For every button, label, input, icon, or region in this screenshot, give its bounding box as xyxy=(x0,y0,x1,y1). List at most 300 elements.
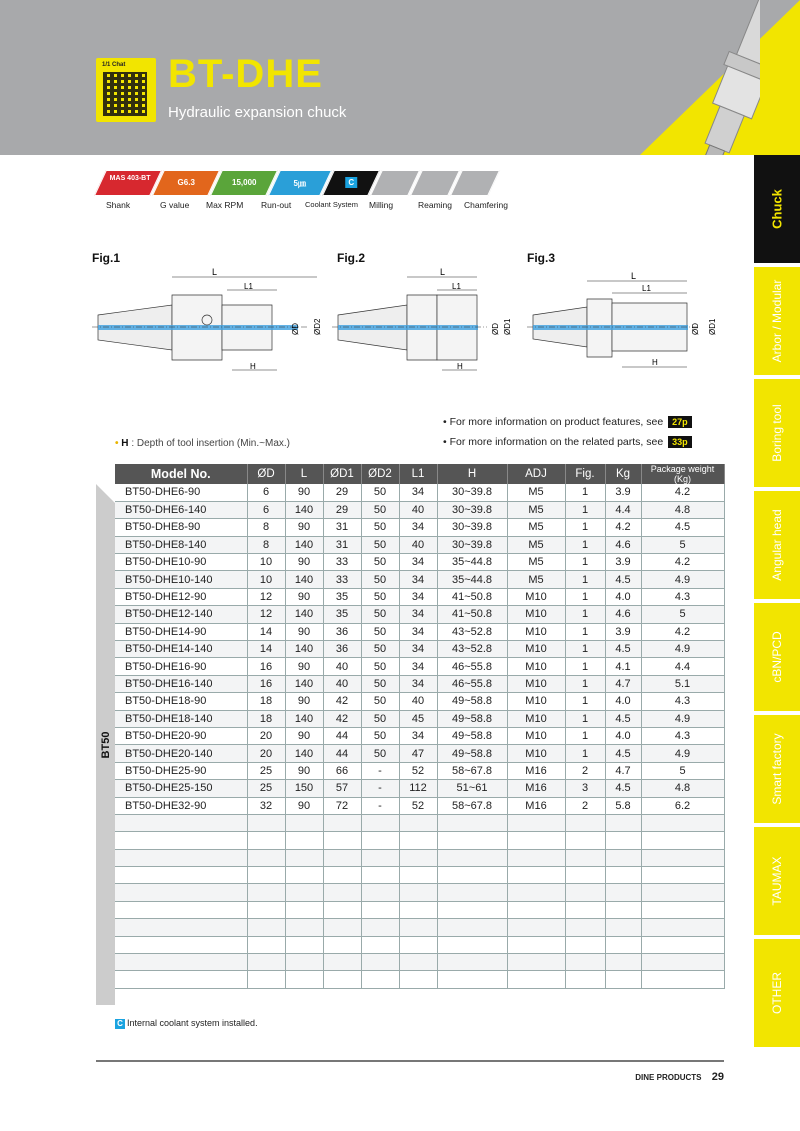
table-cell: 6.2 xyxy=(641,797,724,814)
side-tab-taumax[interactable] xyxy=(754,827,800,937)
table-cell: 4.5 xyxy=(605,745,641,762)
table-cell xyxy=(285,849,323,866)
table-cell: 1 xyxy=(565,623,605,640)
table-cell: 35~44.8 xyxy=(437,554,507,571)
table-cell: M10 xyxy=(507,727,565,744)
table-cell xyxy=(605,867,641,884)
table-cell xyxy=(361,832,399,849)
table-cell: 45 xyxy=(399,710,437,727)
table-cell: 50 xyxy=(361,727,399,744)
col-fig: Fig. xyxy=(565,464,605,484)
spec-label-runout: Run-out xyxy=(261,200,292,210)
table-row xyxy=(115,936,724,953)
table-cell xyxy=(285,884,323,901)
table-cell xyxy=(285,971,323,988)
table-cell xyxy=(323,884,361,901)
table-cell: M10 xyxy=(507,745,565,762)
table-cell xyxy=(437,814,507,831)
table-cell xyxy=(507,936,565,953)
table-cell: 4.2 xyxy=(641,554,724,571)
table-cell: 46~55.8 xyxy=(437,658,507,675)
spec-label-shank: Shank xyxy=(106,200,131,210)
table-cell: 90 xyxy=(285,484,323,501)
group-band xyxy=(96,484,115,1005)
model-cell: BT50-DHE10-90 xyxy=(115,554,247,571)
side-tab-chuck[interactable] xyxy=(754,155,800,265)
model-cell xyxy=(115,901,247,918)
features-note-text: • For more information on product features, see xyxy=(443,416,664,428)
table-cell: - xyxy=(361,762,399,779)
table-cell: 1 xyxy=(565,588,605,605)
table-cell: 10 xyxy=(247,571,285,588)
table-cell: M10 xyxy=(507,693,565,710)
model-cell: BT50-DHE20-90 xyxy=(115,727,247,744)
table-cell xyxy=(361,919,399,936)
table-cell: 44 xyxy=(323,727,361,744)
table-cell xyxy=(437,919,507,936)
side-tab-angular-head[interactable] xyxy=(754,491,800,601)
table-row xyxy=(115,780,724,797)
related-page-link[interactable]: 33p xyxy=(668,436,692,448)
model-cell xyxy=(115,849,247,866)
side-tab-label: cBN/PCD xyxy=(770,631,784,683)
table-cell: M10 xyxy=(507,606,565,623)
table-cell: 42 xyxy=(323,710,361,727)
model-cell: BT50-DHE10-140 xyxy=(115,571,247,588)
table-cell xyxy=(605,936,641,953)
page-title: BT-DHE xyxy=(168,52,323,96)
table-cell: 1 xyxy=(565,693,605,710)
table-cell xyxy=(605,814,641,831)
table-cell: 1 xyxy=(565,606,605,623)
table-cell: 49~58.8 xyxy=(437,745,507,762)
table-cell xyxy=(641,954,724,971)
table-cell: 90 xyxy=(285,588,323,605)
table-cell xyxy=(247,884,285,901)
table-cell: 4.3 xyxy=(641,693,724,710)
table-cell: 1 xyxy=(565,571,605,588)
table-cell xyxy=(399,814,437,831)
dim-l1-label: L1 xyxy=(452,282,461,291)
max-rpm-value: 15,000 xyxy=(231,178,257,187)
table-cell: 3 xyxy=(565,780,605,797)
dim-d-label: ØD xyxy=(491,323,500,335)
table-cell: 50 xyxy=(361,501,399,518)
table-body xyxy=(115,484,724,988)
spec-label-max-rpm: Max RPM xyxy=(206,200,244,210)
chuck-photo xyxy=(610,0,760,155)
related-note xyxy=(443,436,692,448)
g-value: G6.3 xyxy=(177,178,195,187)
side-tab-boring-tool[interactable] xyxy=(754,379,800,489)
col-adj: ADJ xyxy=(507,464,565,484)
model-cell: BT50-DHE6-90 xyxy=(115,484,247,501)
table-cell: 50 xyxy=(361,554,399,571)
table-cell xyxy=(565,814,605,831)
table-cell: 52 xyxy=(399,762,437,779)
table-cell: 16 xyxy=(247,658,285,675)
figure-3-drawing xyxy=(527,265,727,380)
col-kg: Kg xyxy=(605,464,641,484)
figure-3-title: Fig.3 xyxy=(527,251,556,265)
table-cell xyxy=(361,867,399,884)
table-cell xyxy=(605,901,641,918)
table-cell xyxy=(437,971,507,988)
table-cell: M5 xyxy=(507,519,565,536)
group-label: BT50 xyxy=(99,731,112,758)
model-cell: BT50-DHE25-90 xyxy=(115,762,247,779)
model-cell: BT50-DHE18-90 xyxy=(115,693,247,710)
table-cell: 50 xyxy=(361,536,399,553)
table-row xyxy=(115,849,724,866)
table-cell: 12 xyxy=(247,606,285,623)
spec-label-g-value: G value xyxy=(160,200,190,210)
model-cell xyxy=(115,919,247,936)
table-cell: - xyxy=(361,797,399,814)
col-model: Model No. xyxy=(115,464,247,484)
model-cell: BT50-DHE18-140 xyxy=(115,710,247,727)
side-tab-arbor-modular[interactable] xyxy=(754,267,800,377)
table-cell: 3.9 xyxy=(605,484,641,501)
table-cell: 49~58.8 xyxy=(437,727,507,744)
col-l1: L1 xyxy=(399,464,437,484)
table-cell: 49~58.8 xyxy=(437,693,507,710)
table-row xyxy=(115,745,724,762)
table-cell: 3.9 xyxy=(605,554,641,571)
table-row xyxy=(115,814,724,831)
table-cell: M5 xyxy=(507,571,565,588)
features-note xyxy=(443,416,692,428)
table-cell: 140 xyxy=(285,675,323,692)
table-row xyxy=(115,884,724,901)
table-cell: 90 xyxy=(285,623,323,640)
table-cell xyxy=(285,867,323,884)
g-value-badge xyxy=(152,170,220,196)
table-cell: 2 xyxy=(565,797,605,814)
figure-2-title: Fig.2 xyxy=(337,251,366,265)
table-cell xyxy=(641,919,724,936)
table-cell: 1 xyxy=(565,536,605,553)
table-cell xyxy=(641,936,724,953)
table-row xyxy=(115,867,724,884)
table-row xyxy=(115,797,724,814)
figure-1-drawing xyxy=(92,265,332,380)
model-cell xyxy=(115,867,247,884)
coolant-icon: C xyxy=(329,178,373,187)
table-row xyxy=(115,501,724,518)
model-cell: BT50-DHE8-90 xyxy=(115,519,247,536)
dim-l1-label: L1 xyxy=(642,284,651,293)
table-cell xyxy=(641,849,724,866)
table-cell: 112 xyxy=(399,780,437,797)
table-cell: 4.0 xyxy=(605,727,641,744)
table-cell xyxy=(285,814,323,831)
table-cell: 36 xyxy=(323,623,361,640)
model-cell xyxy=(115,954,247,971)
table-row xyxy=(115,571,724,588)
table-cell: 90 xyxy=(285,658,323,675)
table-cell xyxy=(361,901,399,918)
table-cell: 4.0 xyxy=(605,588,641,605)
table-cell: 58~67.8 xyxy=(437,797,507,814)
footer-brand: DINE PRODUCTS xyxy=(635,1073,702,1082)
footer-divider xyxy=(96,1060,724,1062)
qr-code[interactable] xyxy=(96,58,156,122)
table-cell xyxy=(247,936,285,953)
table-row xyxy=(115,623,724,640)
table-cell: M16 xyxy=(507,762,565,779)
table-cell xyxy=(437,936,507,953)
col-d1: ØD1 xyxy=(323,464,361,484)
table-cell xyxy=(247,971,285,988)
side-tab-cbn-pcd[interactable] xyxy=(754,603,800,713)
table-cell: 34 xyxy=(399,675,437,692)
shank-value: MAS 403-BT xyxy=(109,175,151,182)
table-cell xyxy=(565,971,605,988)
table-row xyxy=(115,919,724,936)
table-cell: 20 xyxy=(247,745,285,762)
table-cell: 50 xyxy=(361,484,399,501)
side-tab-smart-factory[interactable] xyxy=(754,715,800,825)
dim-h-label: H xyxy=(457,362,463,371)
table-cell: 5 xyxy=(641,536,724,553)
table-cell xyxy=(399,849,437,866)
table-cell xyxy=(361,971,399,988)
table-cell: M10 xyxy=(507,675,565,692)
table-row xyxy=(115,606,724,623)
table-cell xyxy=(399,954,437,971)
table-cell: 46~55.8 xyxy=(437,675,507,692)
table-cell: 25 xyxy=(247,762,285,779)
table-cell: 1 xyxy=(565,745,605,762)
table-cell: 50 xyxy=(361,745,399,762)
table-cell: 140 xyxy=(285,641,323,658)
table-cell xyxy=(247,814,285,831)
table-cell: 5 xyxy=(641,606,724,623)
table-cell: 50 xyxy=(361,710,399,727)
model-cell: BT50-DHE32-90 xyxy=(115,797,247,814)
table-cell: 72 xyxy=(323,797,361,814)
table-cell: 8 xyxy=(247,519,285,536)
table-cell: 34 xyxy=(399,623,437,640)
table-cell xyxy=(247,849,285,866)
band-corner xyxy=(96,484,115,503)
table-cell: 4.5 xyxy=(605,780,641,797)
table-cell xyxy=(641,832,724,849)
table-cell: 4.5 xyxy=(605,710,641,727)
table-cell: 90 xyxy=(285,797,323,814)
coolant-note-text: Internal coolant system installed. xyxy=(127,1018,258,1028)
table-cell xyxy=(247,867,285,884)
table-cell xyxy=(399,971,437,988)
table-cell: 30~39.8 xyxy=(437,484,507,501)
h-definition: : Depth of tool insertion (Min.~Max.) xyxy=(131,438,290,449)
table-cell: 50 xyxy=(361,519,399,536)
table-row xyxy=(115,832,724,849)
dim-d-label: ØD xyxy=(691,323,700,335)
table-cell: 14 xyxy=(247,641,285,658)
table-cell: 41~50.8 xyxy=(437,606,507,623)
table-cell xyxy=(399,919,437,936)
table-cell: 18 xyxy=(247,693,285,710)
table-cell xyxy=(437,954,507,971)
model-cell: BT50-DHE16-90 xyxy=(115,658,247,675)
col-l: L xyxy=(285,464,323,484)
qr-pattern xyxy=(103,72,147,116)
model-cell: BT50-DHE12-90 xyxy=(115,588,247,605)
table-row xyxy=(115,762,724,779)
table-cell: 51~61 xyxy=(437,780,507,797)
table-cell: 4.4 xyxy=(641,658,724,675)
table-cell xyxy=(507,919,565,936)
table-row xyxy=(115,727,724,744)
table-cell: 52 xyxy=(399,797,437,814)
table-cell: 50 xyxy=(361,623,399,640)
table-row xyxy=(115,658,724,675)
table-cell xyxy=(361,936,399,953)
table-cell: 34 xyxy=(399,588,437,605)
table-cell: 8 xyxy=(247,536,285,553)
table-cell xyxy=(361,884,399,901)
table-row xyxy=(115,693,724,710)
table-cell: M10 xyxy=(507,641,565,658)
table-cell xyxy=(565,936,605,953)
table-cell: 4.9 xyxy=(641,745,724,762)
table-cell: 50 xyxy=(361,693,399,710)
table-cell: M10 xyxy=(507,588,565,605)
table-cell xyxy=(605,954,641,971)
table-cell: 57 xyxy=(323,780,361,797)
table-cell xyxy=(285,919,323,936)
table-cell: 29 xyxy=(323,484,361,501)
model-cell: BT50-DHE14-90 xyxy=(115,623,247,640)
table-cell: 35 xyxy=(323,606,361,623)
table-cell xyxy=(565,832,605,849)
table-cell: 31 xyxy=(323,536,361,553)
model-cell xyxy=(115,814,247,831)
page-footer xyxy=(635,1071,724,1083)
table-cell: 4.9 xyxy=(641,641,724,658)
table-cell xyxy=(565,901,605,918)
table-cell xyxy=(323,919,361,936)
table-cell: 4.5 xyxy=(641,519,724,536)
table-cell xyxy=(565,919,605,936)
table-cell xyxy=(507,814,565,831)
table-cell: 150 xyxy=(285,780,323,797)
table-cell: 34 xyxy=(399,606,437,623)
table-cell xyxy=(247,832,285,849)
table-cell: 4.8 xyxy=(641,501,724,518)
side-tab-label: Chuck xyxy=(769,189,785,229)
table-cell: 50 xyxy=(361,658,399,675)
coolant-icon: C xyxy=(115,1019,125,1029)
table-cell: 41~50.8 xyxy=(437,588,507,605)
table-cell xyxy=(361,954,399,971)
side-tab-label: Boring tool xyxy=(770,404,784,462)
table-cell: 30~39.8 xyxy=(437,519,507,536)
table-cell: 34 xyxy=(399,658,437,675)
table-cell: M10 xyxy=(507,710,565,727)
table-row xyxy=(115,519,724,536)
table-cell: 14 xyxy=(247,623,285,640)
side-tab-label: Arbor / Modular xyxy=(770,279,784,363)
table-cell: 4.5 xyxy=(605,571,641,588)
table-cell xyxy=(641,901,724,918)
table-cell xyxy=(437,832,507,849)
spec-table xyxy=(115,464,725,989)
page-header xyxy=(0,0,800,155)
table-cell xyxy=(323,867,361,884)
table-cell: 90 xyxy=(285,762,323,779)
table-cell: 1 xyxy=(565,710,605,727)
table-cell: 66 xyxy=(323,762,361,779)
table-cell xyxy=(605,971,641,988)
table-cell: M10 xyxy=(507,658,565,675)
table-cell: 31 xyxy=(323,519,361,536)
table-row xyxy=(115,554,724,571)
side-tab-label: Angular head xyxy=(770,509,784,581)
page-subtitle: Hydraulic expansion chuck xyxy=(168,104,347,121)
table-cell: 43~52.8 xyxy=(437,641,507,658)
table-cell: 34 xyxy=(399,641,437,658)
features-page-link[interactable]: 27p xyxy=(668,416,692,428)
table-cell: 42 xyxy=(323,693,361,710)
table-cell xyxy=(285,832,323,849)
table-cell: 4.8 xyxy=(641,780,724,797)
table-row xyxy=(115,954,724,971)
table-cell: 47 xyxy=(399,745,437,762)
table-cell xyxy=(323,971,361,988)
table-cell: 140 xyxy=(285,501,323,518)
table-cell: 1 xyxy=(565,501,605,518)
dim-l-label: L xyxy=(212,267,218,277)
table-cell: M5 xyxy=(507,554,565,571)
table-cell: 4.4 xyxy=(605,501,641,518)
table-cell: 2 xyxy=(565,762,605,779)
model-cell xyxy=(115,832,247,849)
dim-d1-label: ØD1 xyxy=(503,318,512,335)
model-cell xyxy=(115,884,247,901)
table-cell: 1 xyxy=(565,675,605,692)
table-cell: 50 xyxy=(361,606,399,623)
table-cell xyxy=(507,884,565,901)
table-cell: 4.2 xyxy=(641,623,724,640)
model-cell xyxy=(115,936,247,953)
table-cell: 12 xyxy=(247,588,285,605)
table-cell xyxy=(507,832,565,849)
side-tab-other[interactable] xyxy=(754,939,800,1049)
table-cell: 1 xyxy=(565,554,605,571)
table-cell: 4.6 xyxy=(605,606,641,623)
table-cell xyxy=(247,901,285,918)
model-cell xyxy=(115,971,247,988)
table-cell: M16 xyxy=(507,780,565,797)
table-cell: 29 xyxy=(323,501,361,518)
spec-label-coolant: Coolant System xyxy=(305,200,358,209)
table-cell xyxy=(565,867,605,884)
table-cell: 50 xyxy=(361,571,399,588)
table-header-row xyxy=(115,464,724,484)
table-cell xyxy=(323,849,361,866)
h-key: H xyxy=(121,438,129,449)
runout-value: 5㎛ xyxy=(293,179,306,188)
qr-label: 1/1 Chat xyxy=(102,62,126,68)
table-cell xyxy=(507,971,565,988)
table-cell: 33 xyxy=(323,571,361,588)
table-cell xyxy=(437,867,507,884)
table-cell xyxy=(605,884,641,901)
table-row xyxy=(115,588,724,605)
